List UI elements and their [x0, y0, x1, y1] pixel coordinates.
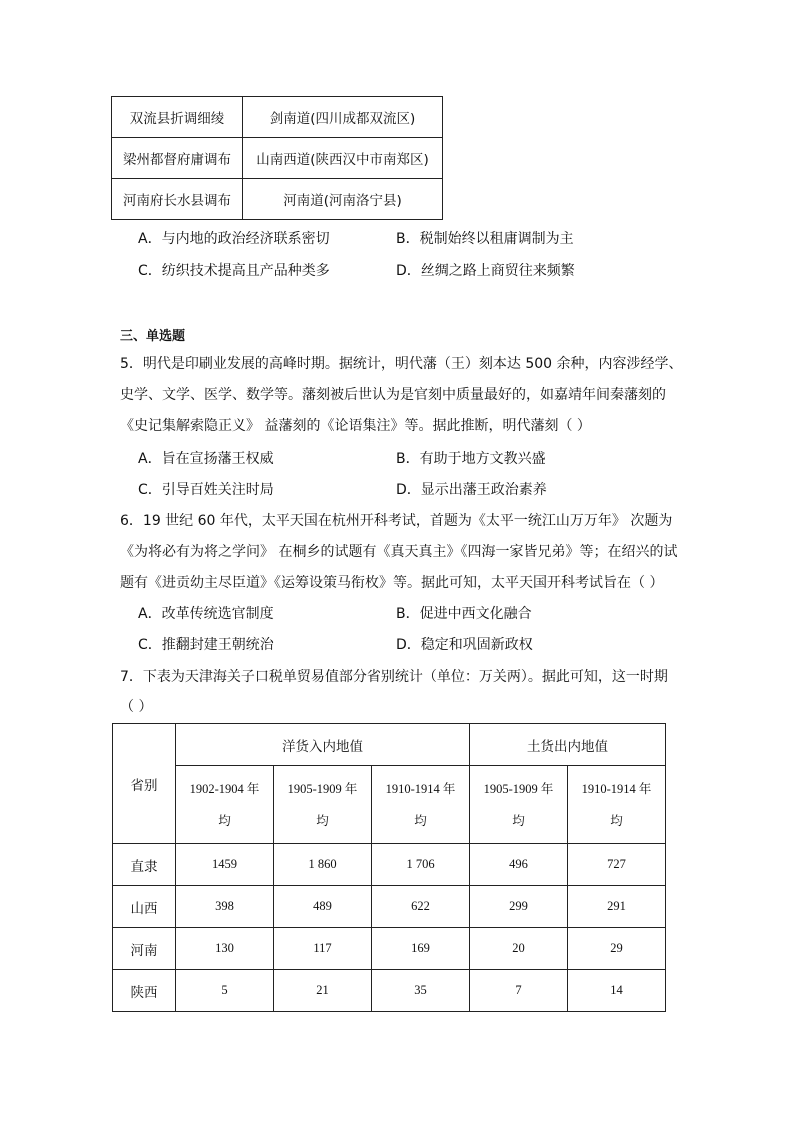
value-cell: 291 [568, 886, 666, 928]
table-row [112, 179, 443, 220]
table-row [113, 970, 666, 1012]
value-cell: 1459 [176, 844, 274, 886]
q6-option-a[interactable]: A．改革传统选官制度 [138, 606, 274, 622]
q6-stem-line-3: 题有《进贡幼主尽臣道》《运筹设策马衔枚》等。据此可知，太平天国开科考试旨在（ ） [120, 575, 664, 591]
province-cell: 河南 [113, 928, 176, 970]
table-cell: 河南道(河南洛宁县) [243, 179, 443, 220]
q7-stem-line-2: （ ） [120, 699, 153, 715]
year-header: 1905-1909 年 均 [274, 766, 372, 844]
q4-option-d[interactable]: D．丝绸之路上商贸往来频繁 [396, 263, 575, 279]
value-cell: 117 [274, 928, 372, 970]
year-header: 1910-1914 年 均 [372, 766, 470, 844]
table-row [113, 844, 666, 886]
value-cell: 7 [470, 970, 568, 1012]
foreign-goods-header: 洋货入内地值 [176, 724, 470, 766]
q5-stem-line-1: 5．明代是印刷业发展的高峰时期。据统计，明代藩（王）刻本达 500 余种，内容涉经学、 [120, 356, 683, 372]
province-cell: 陕西 [113, 970, 176, 1012]
q6-option-b[interactable]: B．促进中西文化融合 [396, 606, 532, 622]
value-cell: 622 [372, 886, 470, 928]
table-cell: 山南西道(陕西汉中市南郑区) [243, 138, 443, 179]
table-cell: 河南府长水县调布 [112, 179, 243, 220]
q6-option-d[interactable]: D．稳定和巩固新政权 [396, 637, 533, 653]
value-cell: 130 [176, 928, 274, 970]
q7-stem-line-1: 7．下表为天津海关子口税单贸易值部分省别统计（单位：万关两）。据此可知，这一时期 [120, 669, 668, 685]
section-title: 三、单选题 [120, 329, 186, 344]
table-row [112, 97, 443, 138]
value-cell: 21 [274, 970, 372, 1012]
value-cell: 398 [176, 886, 274, 928]
value-cell: 5 [176, 970, 274, 1012]
value-cell: 496 [470, 844, 568, 886]
value-cell: 1 860 [274, 844, 372, 886]
tax-goods-table [111, 96, 443, 220]
table-header-row [113, 724, 666, 766]
table-cell: 双流县折调细绫 [112, 97, 243, 138]
q5-option-d[interactable]: D．显示出藩王政治素养 [396, 482, 547, 498]
q6-stem-line-1: 6．19 世纪 60 年代，太平天国在杭州开科考试，首题为《太平一统江山万万年》 次题为 [120, 513, 673, 529]
value-cell: 727 [568, 844, 666, 886]
value-cell: 489 [274, 886, 372, 928]
table-corner-header: 省别 [113, 724, 176, 844]
q4-option-c[interactable]: C．纺织技术提高且产品种类多 [138, 263, 330, 279]
value-cell: 169 [372, 928, 470, 970]
tianjin-customs-table [112, 723, 666, 1012]
value-cell: 299 [470, 886, 568, 928]
table-row [113, 928, 666, 970]
q6-option-c[interactable]: C．推翻封建王朝统治 [138, 637, 274, 653]
table-cell: 剑南道(四川成都双流区) [243, 97, 443, 138]
q4-option-a[interactable]: A．与内地的政治经济联系密切 [138, 231, 330, 247]
q5-stem-line-3: 《史记集解索隐正义》 益藩刻的《论语集注》等。据此推断，明代藩刻（ ） [120, 418, 591, 434]
value-cell: 20 [470, 928, 568, 970]
table-cell: 梁州都督府庸调布 [112, 138, 243, 179]
q5-option-a[interactable]: A．旨在宣扬藩王权威 [138, 451, 274, 467]
native-goods-header: 土货出内地值 [470, 724, 666, 766]
q4-option-b[interactable]: B．税制始终以租庸调制为主 [396, 231, 574, 247]
value-cell: 35 [372, 970, 470, 1012]
q5-option-b[interactable]: B．有助于地方文教兴盛 [396, 451, 546, 467]
q5-stem-line-2: 史学、文学、医学、数学等。藩刻被后世认为是官刻中质量最好的，如嘉靖年间秦藩刻的 [120, 387, 666, 403]
value-cell: 14 [568, 970, 666, 1012]
year-header: 1905-1909 年 均 [470, 766, 568, 844]
table-row [113, 886, 666, 928]
year-header: 1902-1904 年 均 [176, 766, 274, 844]
q6-stem-line-2: 《为将必有为将之学问》 在桐乡的试题有《真天真主》《四海一家皆兄弟》等；在绍兴的试 [120, 544, 678, 560]
table-header-row [113, 766, 666, 844]
value-cell: 1 706 [372, 844, 470, 886]
province-cell: 山西 [113, 886, 176, 928]
year-header: 1910-1914 年 均 [568, 766, 666, 844]
q5-option-c[interactable]: C．引导百姓关注时局 [138, 482, 274, 498]
value-cell: 29 [568, 928, 666, 970]
province-cell: 直隶 [113, 844, 176, 886]
table-row [112, 138, 443, 179]
